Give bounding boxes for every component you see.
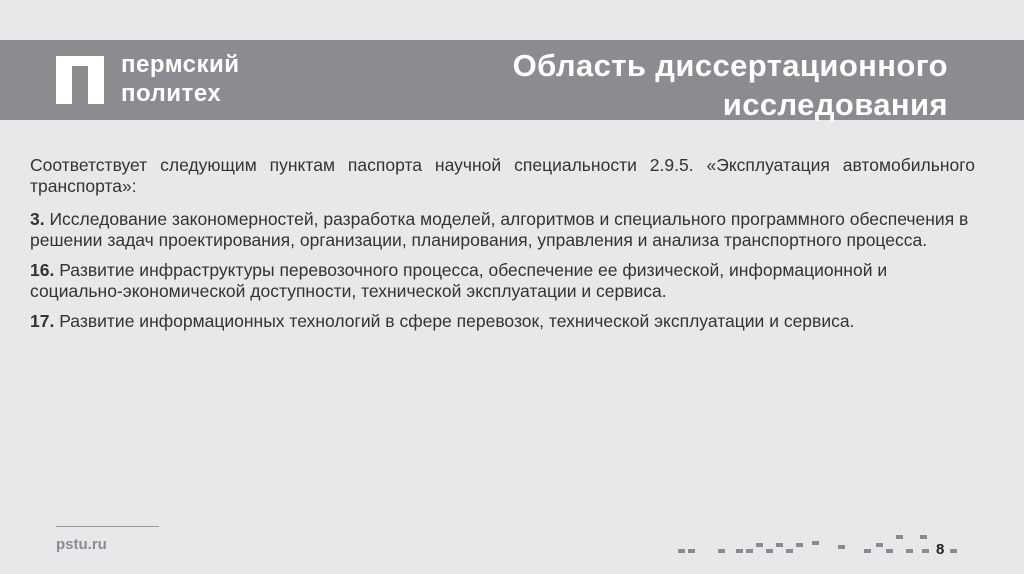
brand-line-1: пермский [121, 51, 240, 78]
slide-title [513, 46, 948, 124]
specialty-item-16 [30, 260, 975, 302]
brand-name [121, 50, 240, 108]
item-text: Развитие инфраструктуры перевозочного процесса, обеспечение ее физической, информационной и социально-экономической доступности, технической эксплуатации и сервиса. [30, 260, 888, 301]
item-number: 16. [30, 260, 55, 280]
logo-cutout [72, 66, 88, 104]
footer-divider [56, 526, 159, 527]
slide-title-line-2: исследования [722, 87, 948, 122]
specialty-item-17 [30, 311, 975, 332]
brand-line-2: политех [121, 80, 222, 107]
site-url: pstu.ru [56, 536, 107, 553]
page-number: 8 [936, 541, 945, 558]
slide-content [30, 155, 975, 341]
item-number: 17. [30, 311, 55, 331]
slide-title-line-1: Область диссертационного [512, 48, 948, 83]
item-text: Развитие информационных технологий в сфере перевозок, технической эксплуатации и сервиса. [54, 311, 855, 331]
intro-text: Соответствует следующим пунктам паспорта научной специальности 2.9.5. «Эксплуатация автомобильного транспорта»: [30, 155, 975, 196]
item-number: 3. [30, 209, 45, 229]
item-text: Исследование закономерностей, разработка моделей, алгоритмов и специального программного обеспечения в решении задач проектирования, организации, планирования, управления и анализа транспортного процесса. [30, 209, 969, 250]
specialty-item-3 [30, 209, 975, 251]
